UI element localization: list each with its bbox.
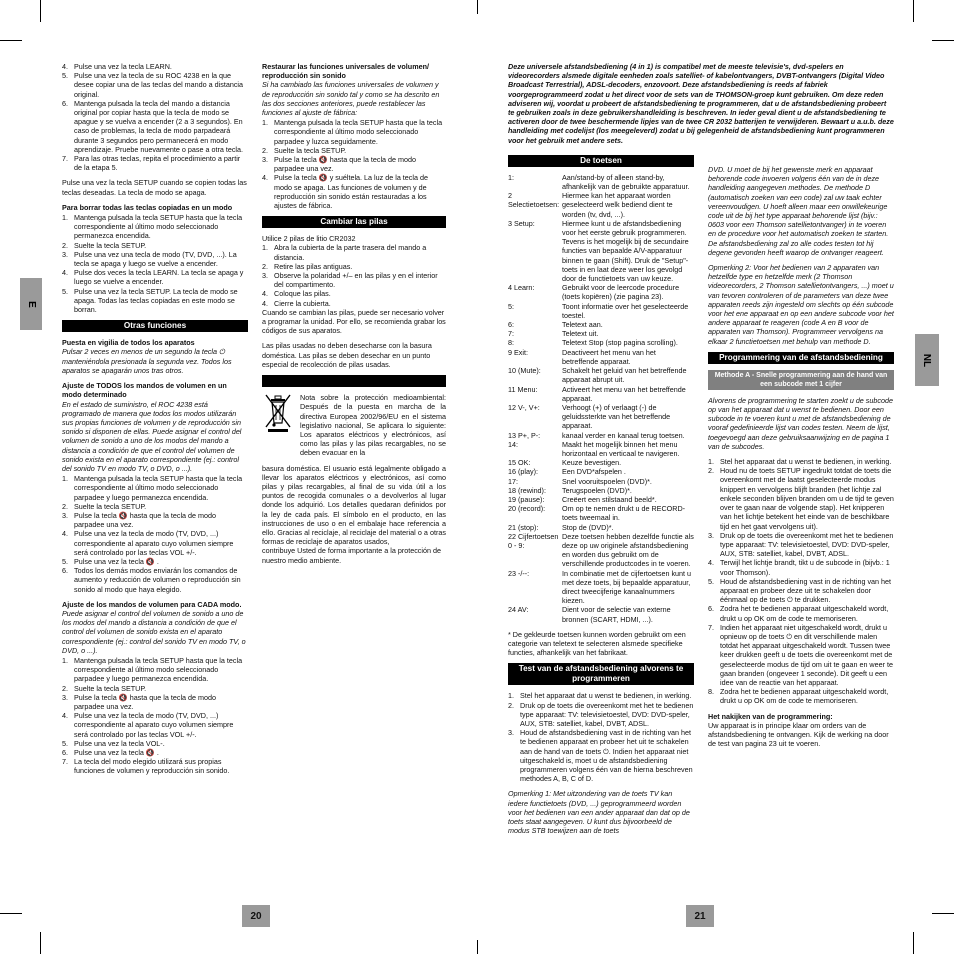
- key-text: Teletext aan.: [562, 320, 603, 330]
- key-description: [508, 385, 694, 403]
- crop-mark: [477, 0, 478, 14]
- list-item-text: Pulse una vez la tecla de modo (TV, DVD, ...) correspondiente al aparato cuyo volumen siempre será controlado por las teclas VOL +/-.: [74, 529, 234, 557]
- key-description: [508, 440, 694, 458]
- list-item-number: 1.: [262, 118, 268, 128]
- list-item-number: 4.: [262, 298, 268, 308]
- list-item-number: 7.: [62, 154, 68, 164]
- list-item-text: Mantenga pulsada la tecla del mando a distancia original por copiar hasta que la tecla de modo se apague y se vuelva a encender (2 a 3 segundos). En caso de problemas, la tecla de modo parpadeará durante 3 segundos pero permanecerá en modo aprendizaje. Pruebe nuevamente o pase a otra tecla.: [74, 98, 244, 154]
- list-item-number: 3.: [62, 249, 68, 259]
- list-item-number: 1.: [708, 457, 714, 467]
- key-text: Teletext Stop (stop pagina scrolling).: [562, 338, 678, 348]
- key-label: 24 AV:: [508, 605, 529, 615]
- list-item: [708, 531, 894, 559]
- heading-de-toetsen: De toetsen: [508, 155, 694, 167]
- list-item: [262, 289, 446, 298]
- list-item: [62, 213, 248, 241]
- list-item-number: 6.: [62, 748, 68, 758]
- list-item: [262, 118, 446, 146]
- key-text: Deactiveert het menu van het betreffende apparaat.: [562, 347, 656, 366]
- list-item-number: 4.: [708, 558, 714, 568]
- list-item-number: 4.: [62, 711, 68, 721]
- key-description: [508, 467, 694, 476]
- list-item-number: 6.: [708, 604, 714, 614]
- key-description: [508, 495, 694, 504]
- list-item-text: Pulse una vez la tecla VOL-.: [74, 738, 165, 748]
- list-item: [708, 558, 894, 576]
- list-item: [62, 250, 248, 268]
- key-text: Gebruikt voor de leercode procedure (toets kopiëren) (zie pagina 23).: [562, 283, 680, 302]
- key-description: [508, 329, 694, 338]
- column-2: [262, 62, 446, 571]
- list-item-text: Coloque las pilas.: [274, 289, 331, 299]
- list-item: [62, 99, 248, 154]
- key-text: Een DVD*afspelen .: [562, 467, 626, 477]
- list-item-text: Pulse la tecla 🔇 hasta que la tecla de modo parpadee una vez.: [74, 510, 217, 530]
- list-item-number: 3.: [708, 530, 714, 540]
- intro-text: Deze universele afstandsbediening (4 in 1) is compatibel met de meeste televisie's, dvd-spelers en videorecorders alsmede digitale eenheden zoals satelliet- of kabelontvangers, DVBT-ontvangers (Digital Video Broadcast Terrestrial), ADSL-decoders, enzovoort. Deze afstandsbediening is reeds af fabriek voorgeprogrammeerd zodat u het direct voor de sets van de THOMSON-groep kunt gebruiken. Om deze reden adviseren wij, voordat u probeert de afstandsbediening te programmeren, dat u de afstandsbediening probeert te gebruiken zoals in deze gebruikershandleiding is beschreven. In ieder geval dient u de afstandsbediening te activeren door de twee beschermende lipjes van de twee CR 2032 batterijen te verwijderen. Bewaart u a.u.b. deze handleiding met codelijst (los meegeleverd) zodat u bij gelegenheid de afstandsbediening kunt programmeren voor het gebruik met andere sets.: [508, 62, 894, 145]
- crop-mark: [932, 913, 954, 914]
- key-description: [508, 569, 694, 606]
- key-description: [508, 338, 694, 347]
- list-item-text: Stel het apparaat dat u wenst te bedienen, in werking.: [520, 691, 692, 701]
- list-item-text: Terwijl het lichtje brandt, tikt u de subcode in (bijvb.: 1 voor Thomson).: [720, 558, 890, 577]
- key-text: Snel vooruitspoelen (DVD)*.: [562, 476, 652, 486]
- list-item-number: 5.: [708, 576, 714, 586]
- heading-programmering: Programmering van de afstandsbediening: [708, 352, 894, 364]
- key-description: [508, 504, 694, 522]
- key-label: 19 (pause):: [508, 494, 545, 504]
- crop-mark: [913, 932, 914, 954]
- key-text: Teletext uit.: [562, 329, 599, 339]
- key-text: Maakt het mogelijk binnen het menu horizontaal en verticaal te navigeren.: [562, 439, 680, 458]
- list-item-text: Suelte la tecla SETUP.: [74, 501, 147, 511]
- list-item-number: 2.: [508, 700, 514, 710]
- crop-mark: [913, 0, 914, 22]
- list-item: [62, 748, 248, 757]
- key-text: In combinatie met de cijfertoetsen kunt u met deze toets, bij bepaalde apparatuur, direct tweecijferige kanaalnummers kiezen.: [562, 568, 692, 606]
- list-item-number: 1.: [62, 474, 68, 484]
- key-label: 10 (Mute):: [508, 366, 541, 376]
- pilas-steps: [262, 243, 446, 307]
- list-item: [62, 474, 248, 502]
- test-steps: [508, 691, 694, 783]
- list-item-text: Pulse la tecla 🔇 hasta que la tecla de modo parpadee una vez.: [274, 155, 417, 174]
- continued-text: DVD. U moet de bij het gewenste merk en apparaat behorende code invoeren volgens één van de in deze handleiding aangegeven methodes. De methode D (automatisch zoeken van een code) zal uw taak echter vereenvoudigen. U hoeft alleen maar een onwillekeurige code uit de bij het type apparaat behorende lijst (bijv.: 0603 voor een Thomson satellietontvanger) in te voeren en de procedure voor het automatisch zoeken te starten. De afstandsbediening zal zo alle codes testen tot hij degene gevonden heeft waarop de ontvanger reageert.: [708, 165, 889, 257]
- key-text: Hiermee kan het apparaat worden geselecteerd welk bediend dient te worden (tv, dvd, ...).: [562, 191, 673, 219]
- list-item-number: 4.: [262, 289, 268, 299]
- list-item: [62, 757, 248, 775]
- list-item: [708, 466, 894, 530]
- key-label: 14:: [508, 439, 518, 449]
- list-item: [62, 739, 248, 748]
- check-text: Uw apparaat is in principe klaar om orders van de afstandsbediening te ontvangen. Kijk de werking na door de test van pagina 23 uit te voeren.: [708, 720, 889, 749]
- page-number-right: 21: [686, 905, 714, 927]
- list-item: [62, 154, 248, 172]
- pilas-intro: Utilice 2 pilas de litio CR2032: [262, 234, 356, 244]
- key-label: 1:: [508, 172, 514, 182]
- method-a-steps: [708, 457, 894, 705]
- list-item-text: Mantenga pulsada la tecla SETUP hasta que la tecla correspondiente al último modo seleccionado parpadee y luzca seguidamente.: [274, 118, 443, 146]
- key-description: [508, 173, 694, 191]
- key-text: Schakelt het geluid van het betreffende apparaat abrupt uit.: [562, 366, 687, 385]
- key-text: Deze toetsen hebben dezelfde functie als deze op uw originele afstandsbediening en worden dus gebruikt om de verschillende productcodes in te voeren.: [562, 531, 694, 569]
- list-item-text: Pulse una vez la tecla de su ROC 4238 en la que desee copiar una de las teclas del mando a distancia original.: [74, 71, 244, 99]
- list-item: [62, 241, 248, 250]
- list-item-text: Suelte la tecla SETUP.: [74, 683, 147, 693]
- crop-mark: [932, 40, 954, 41]
- list-item-number: 4.: [62, 529, 68, 539]
- crop-mark: [0, 40, 22, 41]
- list-item: [62, 711, 248, 739]
- heading-otras-funciones: Otras funciones: [62, 320, 248, 332]
- key-description: [508, 532, 694, 569]
- list-item-text: Observe la polaridad +/– en las pilas y en el interior del compartimento.: [274, 271, 438, 290]
- list-item-number: 5.: [62, 71, 68, 81]
- list-item-text: Mantenga pulsada la tecla SETUP hasta que la tecla correspondiente al último modo seleccionado parpadee y luego permanezca encendida.: [74, 655, 243, 684]
- key-text: Terugspoelen (DVD)*.: [562, 485, 632, 495]
- key-label: 23 -/--:: [508, 568, 530, 578]
- list-item-text: Abra la cubierta de la parte trasera del mando a distancia.: [274, 243, 427, 262]
- method-a-text: Alvorens de programmering te starten zoekt u de subcode op van het apparaat dat u wenst te bedienen. Door een subcode in te voeren kunt u met de afstandsbediening de vooraf gedefinieerde lijst van codes testen. Neem de lijst, toegevoegd aan deze gebruiksaanwijzing en de pagina 1 van de subcodes.: [708, 395, 893, 451]
- key-list: [508, 173, 694, 624]
- column-4: [708, 165, 894, 754]
- list-item-number: 6.: [62, 566, 68, 576]
- list-item-text: Mantenga pulsada la tecla SETUP hasta que la tecla correspondiente al último modo seleccionado permanezca encendida.: [74, 213, 243, 241]
- list-item: [262, 299, 446, 308]
- crossed-bin-icon: [262, 393, 294, 433]
- key-description: [508, 191, 694, 219]
- key-description: [508, 348, 694, 366]
- key-text: Activeert het menu van het betreffende apparaat.: [562, 384, 686, 403]
- key-description: [508, 219, 694, 283]
- list-item-text: Druk op de toets die overeenkomt met het te bedienen type apparaat: TV: televisietoestel, DVD: DVD-speler, AUX, STB: satelliet, kabel, DVBT, ADSL.: [720, 530, 894, 559]
- heading-environment: [262, 375, 446, 387]
- list-item: [62, 268, 248, 286]
- list-item-number: 2.: [62, 240, 68, 250]
- key-text: Toont informatie over het geselecteerde toestel.: [562, 301, 689, 320]
- key-text: Creëert een stilstaand beeld*.: [562, 494, 657, 504]
- list-item-text: Zodra het te bedienen apparaat uitgeschakeld wordt, drukt u op OK om de code te memoriseren.: [720, 687, 889, 706]
- list-item-text: Retire las pilas antiguas.: [274, 261, 353, 271]
- list-item: [708, 623, 894, 687]
- key-text: Dient voor de selectie van externe bronnen (SCART, HDMI, ...).: [562, 605, 671, 624]
- key-label: 11 Menu:: [508, 384, 538, 394]
- list-item: [62, 693, 248, 711]
- list-item-number: 4.: [62, 268, 68, 278]
- list-item-number: 7.: [708, 622, 714, 632]
- key-label: 7:: [508, 329, 514, 339]
- setup-note: Pulse una vez la tecla SETUP cuando se copien todas las teclas deseadas. La tecla de modo se apaga.: [62, 178, 247, 197]
- list-item: [62, 62, 248, 71]
- list-item-text: Houd nu de toets SETUP ingedrukt totdat de toets die overeenkomt met de laatst geselecteerde modus knippert en vervolgens blijft branden (het lichtje zal enkele seconden blijven branden om u de tijd te geven over te gaan naar de volgende stap). Het knipperen van het lichtje betekent het einde van de beschikbare tijd en het gaat vervolgens uit).: [720, 466, 894, 531]
- key-text: Hiermee kunt u de afstandsbediening voor het eerste gebruik programmeren. Tevens is het mogelijk bij de secundaire functies van bepaalde A/V-apparatuur binnen te gaan (Shift). Druk de "Setup"-toets in en laat deze weer los gevolgd door de functietoets van uw keuze.: [562, 218, 689, 284]
- list-item: [262, 243, 446, 261]
- list-item: [708, 687, 894, 705]
- list-item: [62, 502, 248, 511]
- list-item-number: 4.: [262, 173, 268, 183]
- list-item: [62, 566, 248, 594]
- weee-text: Nota sobre la protección medioambiental: Después de la puesta en marcha de la directiva Europea 2002/96/EU en el sistema legislativo nacional, Se aplicara lo siguiente: Los aparatos eléctricos y electrónicos, así como las pilas y las pilas recargables, no se deben evacuar en la: [300, 393, 446, 458]
- crop-mark: [40, 932, 41, 954]
- key-label: 5:: [508, 301, 514, 311]
- list-item: [262, 146, 446, 155]
- key-label: 15 OK:: [508, 458, 531, 468]
- vol-steps: [62, 474, 248, 594]
- key-description: [508, 302, 694, 320]
- key-description: [508, 366, 694, 384]
- list-item: [708, 577, 894, 605]
- list-item: [62, 287, 248, 315]
- list-item-text: Para las otras teclas, repita el procedimiento a partir de la etapa 5.: [74, 154, 241, 173]
- key-label: 21 (stop):: [508, 522, 539, 532]
- list-item-number: 8.: [708, 687, 714, 697]
- list-item-text: Druk op de toets die overeenkomt met het te bedienen type apparaat: TV: televisietoestel, DVD: DVD-speler, AUX, STB: satelliet, kabel, DVBT, ADSL.: [520, 700, 694, 728]
- key-text: Om op te nemen drukt u de RECORD-toets tweemaal in.: [562, 504, 686, 523]
- list-item: [508, 728, 694, 783]
- list-item: [262, 262, 446, 271]
- list-item-number: 2.: [262, 145, 268, 155]
- language-tab-right: NL: [915, 334, 939, 386]
- list-item-text: Pulse una vez la tecla 🔇 .: [74, 556, 159, 566]
- restore-steps: [262, 118, 446, 210]
- erase-title: Para borrar todas las teclas copiadas en un modo: [62, 202, 233, 212]
- crop-mark: [0, 913, 22, 914]
- list-item: [62, 684, 248, 693]
- list-item-text: Pulse una vez la tecla de modo (TV, DVD, ...) correspondiente al aparato cuyo volumen siempre será controlado por las teclas VOL +/-.: [74, 711, 234, 739]
- list-item-text: Cierre la cubierta.: [274, 298, 331, 308]
- opmerking-1: Opmerking 1: Met uitzondering van de toets TV kan iedere functietoets (DVD, ...) geprogrammeerd worden voor het bedienen van een ander apparaat dan dat op de toets staat aangegeven. U kunt dus bijvoorbeeld de modus STB toewijzen aan de toets: [508, 789, 690, 836]
- list-item-number: 7.: [62, 757, 68, 767]
- subheading-methode-a: Methode A - Snelle programmering aan de hand van een subcode met 1 cijfer: [708, 370, 894, 390]
- list-item-text: Todos los demás modos enviarán los comandos de aumento y reducción de volumen o reproducción sin sonido al modo que haya elegido.: [74, 566, 241, 594]
- vol-cada-steps: [62, 656, 248, 776]
- key-description: [508, 403, 694, 431]
- crop-mark: [477, 940, 478, 954]
- key-label: 20 (record):: [508, 504, 546, 514]
- key-text: Keuze bevestigen.: [562, 458, 622, 468]
- list-item: [62, 511, 248, 529]
- list-item-text: Houd de afstandsbediening vast in de richting van het te bedienen apparaat en probeer het uit te schakelen aan de hand van de toets ⏻. Indien het apparaat niet uitgeschakeld is, moet u de afstandsbediening programmeren volgens één van de hierna beschreven methodes A, B, C of D.: [520, 728, 693, 784]
- list-item-text: Suelte la tecla SETUP.: [274, 145, 347, 155]
- list-item-number: 4.: [62, 62, 68, 71]
- list-item-text: Pulse una vez la tecla 🔇 .: [74, 748, 159, 758]
- vol-text: En el estado de suministro, el ROC 4238 está programado de manera que todos los modos utilizarán sus propias funciones de volumen y de reproducción sin sonido si disponen de ellas. Puede asignar el control del volumen de sonido a uno de los modos del mando a distancia a condición de que el control del volumen de sonido exista en el aparato correspondiente (ej.: control del sonido TV en modo TV, o DVD, o ...).: [62, 399, 242, 473]
- list-item-text: La tecla del modo elegido utilizará sus propias funciones de volumen y reproducción sin sonido.: [74, 757, 230, 776]
- weee-continued: basura doméstica. El usuario está legalmente obligado a llevar los aparatos eléctricos y electrónicos, así como pilas y pilas recargables, al final de su vida útil a los puntos de recogida comunales o a devolverlos al lugar donde los adquirió. Los detalles quedaran definidos por la ley de cada país. El símbolo en el producto, en las instrucciones de uso o en el embalaje hace referencia a ello. Gracias al reciclaje, al reciclaje del material o a otras formas de reciclaje de aparatos usados,: [262, 463, 446, 547]
- page-number-left: 20: [242, 905, 270, 927]
- key-label: 16 (play):: [508, 467, 538, 477]
- list-item-text: Zodra het te bedienen apparaat uitgeschakeld wordt, drukt u op OK om de code te memoriseren.: [720, 604, 889, 623]
- list-item-number: 1.: [62, 655, 68, 665]
- key-description: [508, 431, 694, 440]
- list-item-text: Indien het apparaat niet uitgeschakeld wordt, drukt u opnieuw op de toets ⏻ en dit verschillende malen totdat het apparaat uitgeschakeld wordt. Tussen twee keer drukken geeft u de toets die overeenkomt met de geselecteerde modus de tijd om uit te gaan en weer te gaan branden (ongeveer 1 seconde). Dit geeft u een idee van de reactie van het apparaat.: [720, 622, 894, 687]
- list-item-text: Pulse la tecla 🔇 y suéltela. La luz de la tecla de modo se apaga. Las funciones de volumen y de reproducción sin sonido están restauradas a los ajustes de fábrica.: [274, 173, 428, 211]
- key-label: 17:: [508, 476, 518, 486]
- key-label: 9 Exit:: [508, 347, 528, 357]
- list-item-number: 3.: [62, 692, 68, 702]
- list-item-text: Pulse una vez la tecla LEARN.: [74, 62, 172, 71]
- list-item: [508, 701, 694, 729]
- column-1: [62, 62, 248, 782]
- list-item-number: 3.: [62, 510, 68, 520]
- list-item: [62, 529, 248, 557]
- language-tab-left: E: [20, 278, 42, 330]
- heading-test: Test van de afstandsbediening alvorens te programmeren: [508, 663, 694, 685]
- list-item: [262, 155, 446, 173]
- list-item-number: 5.: [62, 738, 68, 748]
- list-item: [262, 271, 446, 289]
- standby-text: Pulsar 2 veces en menos de un segundo la tecla ⏻ manteniéndola presionada la segunda vez. Todos los aparatos se apagarán unos tras otros.: [62, 347, 232, 375]
- list-item-text: Stel het apparaat dat u wenst te bedienen, in werking.: [720, 457, 892, 467]
- list-item-number: 2.: [262, 261, 268, 271]
- list-item: [62, 656, 248, 684]
- key-label: 4 Learn:: [508, 283, 535, 293]
- key-text: Verhoogt (+) of verlaagt (-) de geluidssterkte van het betreffende apparaat.: [562, 402, 671, 431]
- standby-title: Puesta en vigilia de todos los aparatos: [62, 338, 195, 348]
- list-item-number: 1.: [262, 243, 268, 253]
- list-item-text: Suelte la tecla SETUP.: [74, 240, 147, 250]
- heading-cambiar-pilas: Cambiar las pilas: [262, 216, 446, 228]
- key-label: 13 P+, P-:: [508, 430, 541, 440]
- list-item-text: Houd de afstandsbediening vast in de richting van het apparaat en probeer deze uit te schakelen door éénmaal op de toets ⏻ te drukken.: [720, 576, 892, 605]
- key-description: [508, 320, 694, 329]
- weee-block: [262, 393, 446, 457]
- list-item-text: Pulse dos veces la tecla LEARN. La tecla se apaga y luego se vuelve a encender.: [74, 268, 244, 287]
- check-title: Het nakijken van de programmering:: [708, 711, 833, 721]
- list-item-text: Pulse una vez una tecla de modo (TV, DVD, ...). La tecla se apaga y luego se vuelve a encender.: [74, 249, 237, 269]
- key-text: kanaal verder en kanaal terug toetsen.: [562, 430, 685, 440]
- list-item: [708, 604, 894, 622]
- list-item: [62, 71, 248, 99]
- key-label: 6:: [508, 320, 514, 330]
- restore-text: Si ha cambiado las funciones universales de volumen y de reproducción sin sonido tal y como se ha descrito en las dos secciones anteriores, puede restablecer las funciones al ajuste de fábrica:: [262, 80, 440, 118]
- list-item-number: 1.: [508, 691, 514, 701]
- weee-end: contribuye Usted de forma importante a la protección de nuestro medio ambiente.: [262, 546, 441, 565]
- key-label: 8:: [508, 338, 514, 348]
- list-item-text: Pulse una vez la tecla SETUP. La tecla de modo se apaga. Todas las teclas copiadas en este modo se borran.: [74, 286, 238, 315]
- crop-mark: [40, 0, 41, 22]
- key-label: 18 (rewind):: [508, 485, 546, 495]
- key-label: 3 Setup:: [508, 218, 535, 228]
- vol-cada-title: Ajuste de los mandos de volumen para CADA modo.: [62, 599, 242, 609]
- list-item-text: Pulse la tecla 🔇 hasta que la tecla de modo parpadee una vez.: [74, 692, 217, 711]
- list-item-number: 2.: [62, 683, 68, 693]
- list-item-number: 5.: [62, 556, 68, 566]
- vol-cada-text: Puede asignar el control del volumen de sonido a uno de los modos del mando a distancia a condición de que el control del volumen de sonido exista en el aparato correspondiente (ej.: control del sonido TV en modo TV, o DVD, o ...).: [62, 608, 246, 655]
- restore-title: Restaurar las funciones universales de volumen/ reproducción sin sonido: [262, 62, 429, 81]
- key-label: 22 Cijfertoetsen 0 - 9:: [508, 531, 559, 550]
- vol-title: Ajuste de TODOS los mandos de volumen en un modo determinado: [62, 381, 227, 400]
- pilas-text-2: Las pilas usadas no deben desecharse con la basura doméstica. Las pilas se deben desechar en un punto especial de recolección de pilas usadas.: [262, 341, 432, 369]
- list-item: [708, 457, 894, 466]
- list-item-number: 5.: [62, 286, 68, 296]
- key-description: [508, 605, 694, 623]
- footnote: * De gekleurde toetsen kunnen worden gebruikt om een categorie van teletext te selecteren alsmede specifieke functies, afhankelijk van het fabrikaat.: [508, 629, 686, 658]
- key-text: Stop de (DVD)*.: [562, 522, 614, 532]
- list-item-number: 2.: [62, 501, 68, 511]
- list-item-number: 3.: [262, 271, 268, 281]
- key-label: 2 Selectietoetsen:: [508, 191, 560, 210]
- list-item-text: Mantenga pulsada la tecla SETUP hasta que la tecla correspondiente al último modo seleccionado parpadee y luego permanezca encendida.: [74, 474, 243, 502]
- list-item-number: 3.: [262, 155, 268, 165]
- key-description: [508, 477, 694, 486]
- learn-steps: [62, 62, 248, 172]
- list-item-number: 3.: [508, 728, 514, 738]
- key-description: [508, 283, 694, 301]
- key-description: [508, 523, 694, 532]
- key-description: [508, 486, 694, 495]
- opmerking-2: Opmerking 2: Voor het bedienen van 2 apparaten van hetzelfde type en hetzelfde merk (2 Thomson videorecorders, 2 Thomson satellietontvangers, ...) moet u van tevoren controleren of de parameters van deze twee apparaten reeds zijn ingesteld om slechts op één subcode voor het ene apparaat en op een andere subcode voor het andere apparaat te reageren (code A en B voor de apparaten van Thomson). Programmeer vervolgens na elkaar 2 functietoetsen met behulp van methode D.: [708, 263, 894, 346]
- key-label: 12 V-, V+:: [508, 402, 540, 412]
- pilas-text-1: Cuando se cambian las pilas, puede ser necesario volver a programar la unidad. Por ello, se recomienda grabar los códigos de sus aparatos.: [262, 307, 446, 336]
- list-item-number: 2.: [708, 466, 714, 476]
- list-item: [62, 557, 248, 566]
- erase-steps: [62, 213, 248, 314]
- list-item-number: 1.: [62, 213, 68, 223]
- list-item-number: 6.: [62, 98, 68, 108]
- list-item: [508, 691, 694, 700]
- key-text: Aan/stand-by of alleen stand-by, afhankelijk van de gebruikte apparatuur.: [562, 172, 690, 192]
- list-item: [262, 173, 446, 210]
- key-description: [508, 458, 694, 467]
